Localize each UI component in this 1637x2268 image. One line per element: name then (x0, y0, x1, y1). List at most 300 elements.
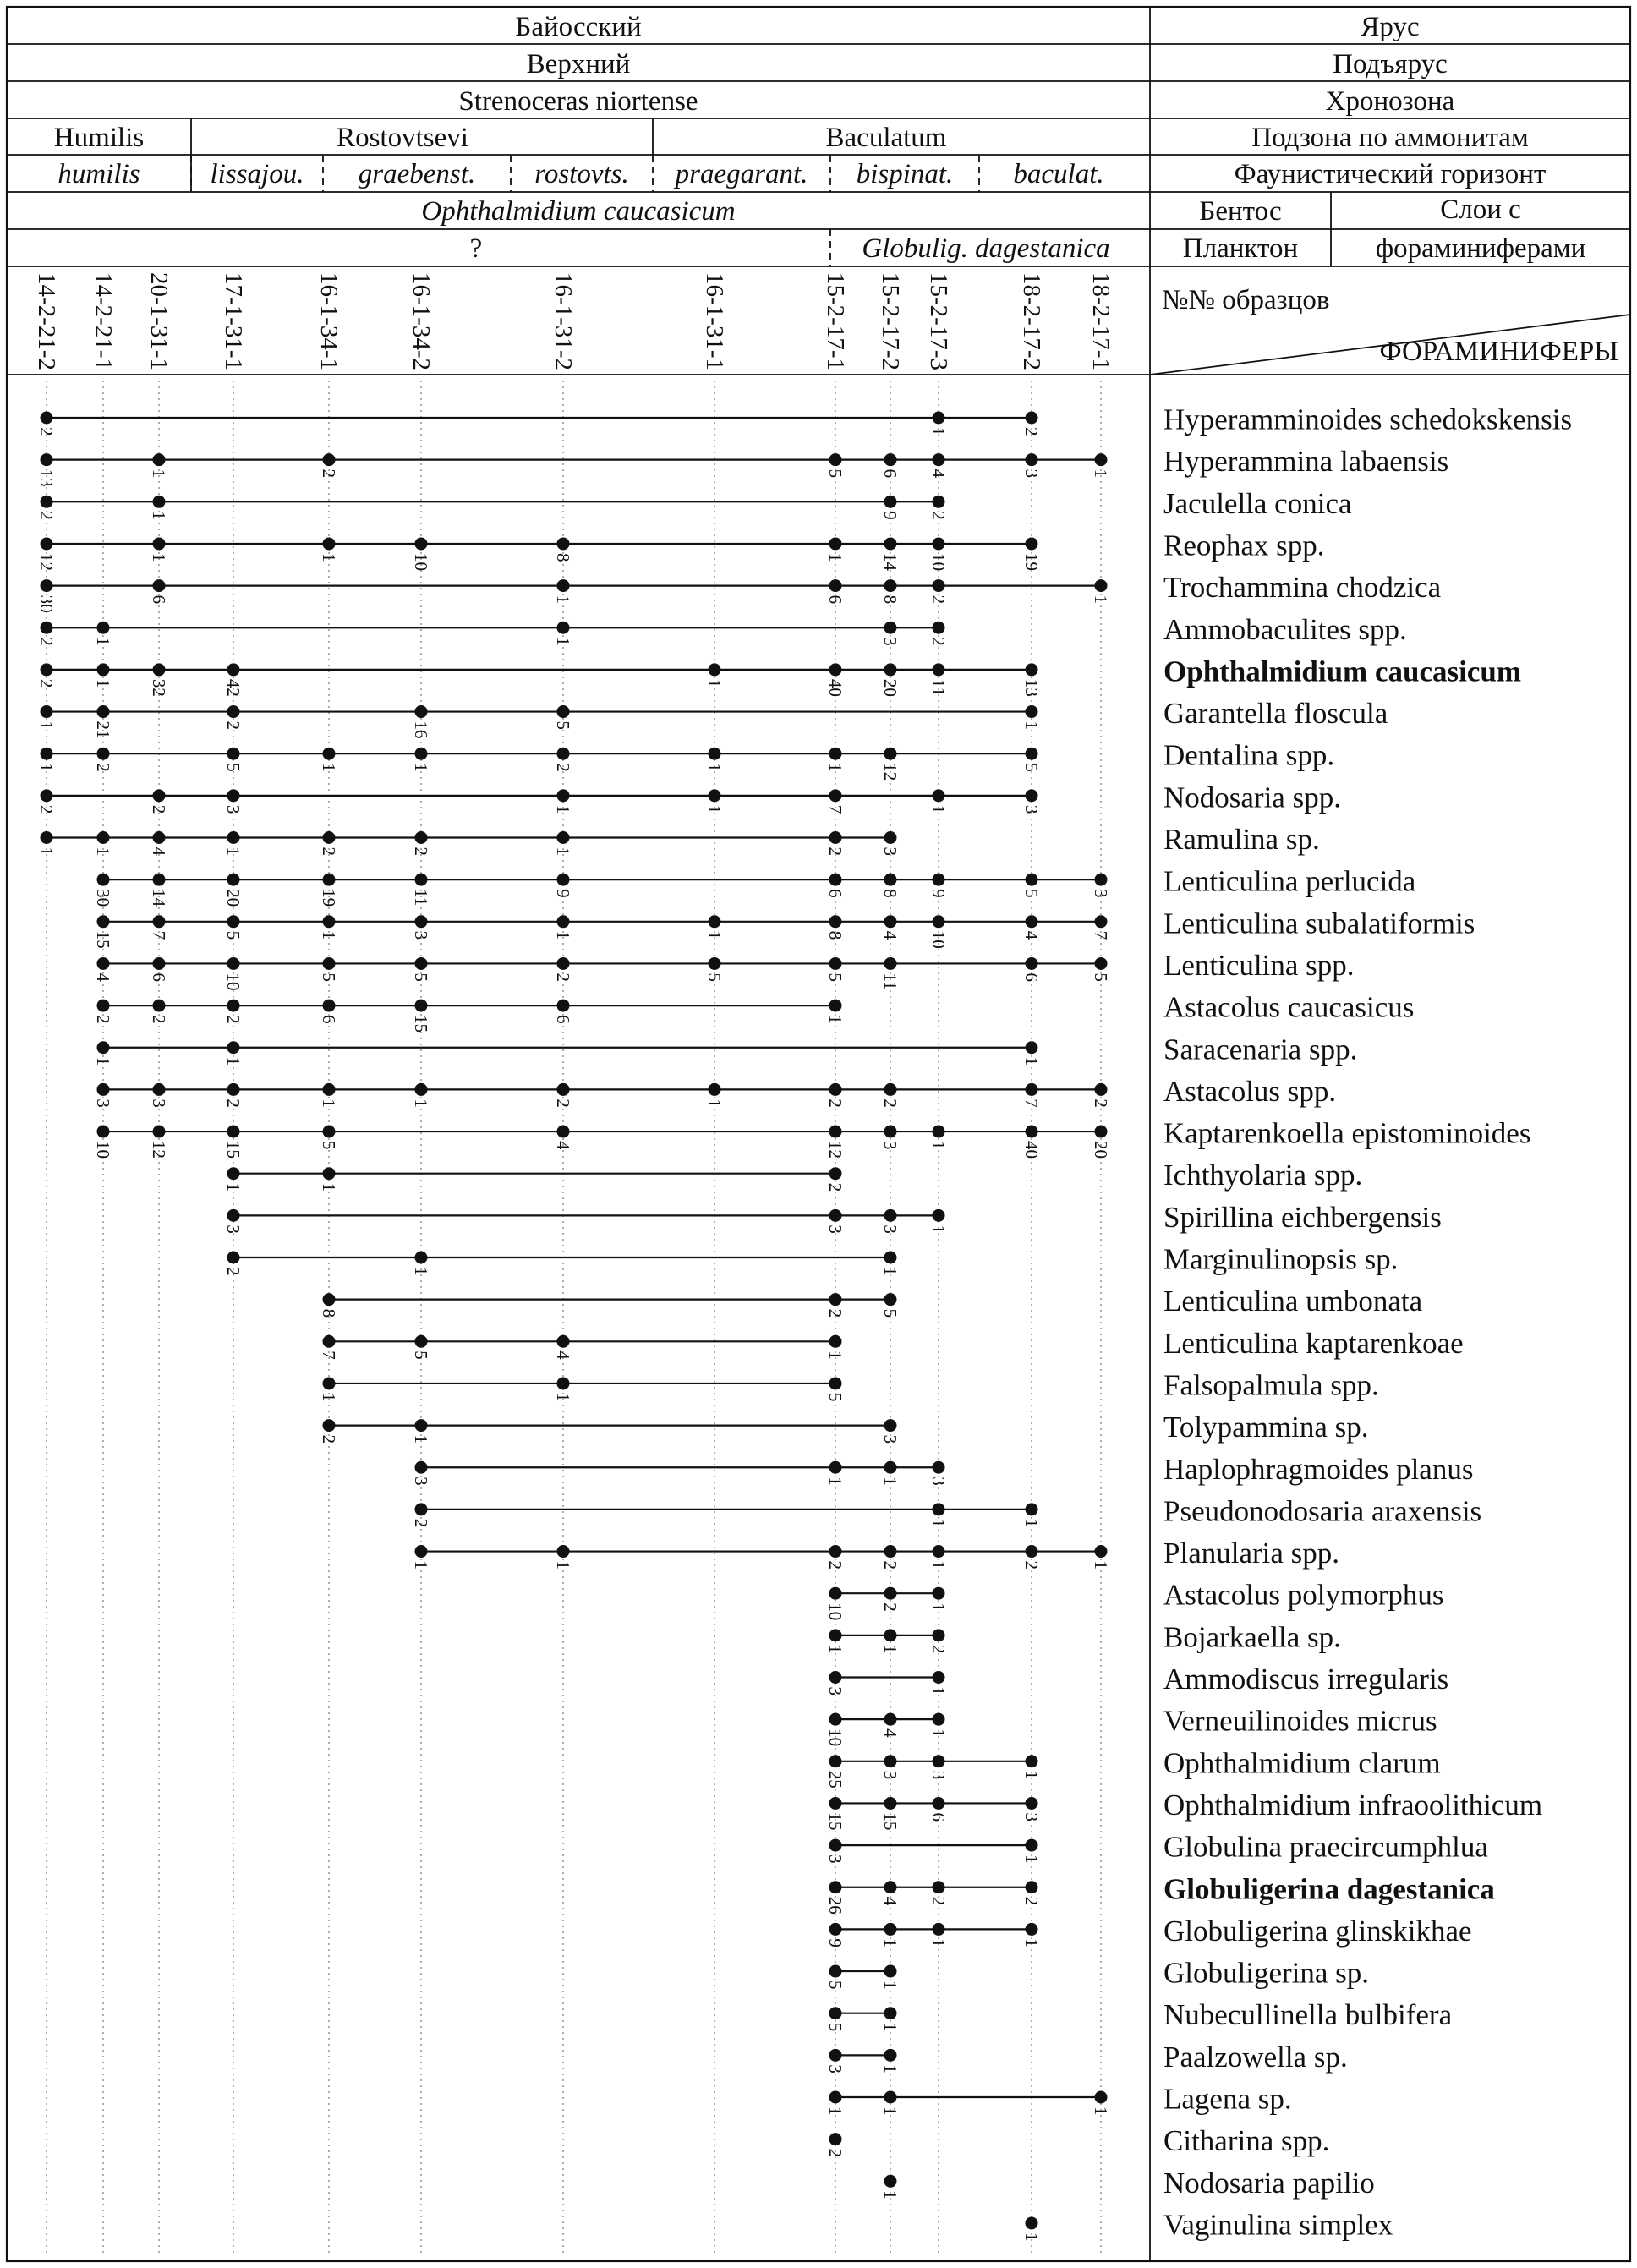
benthos-label: Ophthalmidium caucasicum (421, 196, 736, 227)
occurrence-dot (884, 537, 897, 550)
occurrence-dot (829, 874, 842, 886)
specimen-count: 1 (1021, 1854, 1042, 1864)
occurrence-dot (829, 1000, 842, 1012)
specimen-count: 5 (825, 972, 846, 982)
occurrence-dot (557, 1000, 570, 1012)
specimen-count: 2 (928, 637, 949, 646)
sample-labels (33, 272, 1114, 370)
specimen-count: 4 (880, 1728, 901, 1738)
occurrence-dot (97, 1126, 110, 1138)
species-name: Lenticulina perlucida (1163, 864, 1416, 898)
occurrence-dot (829, 1335, 842, 1348)
occurrence-dot (227, 705, 240, 718)
occurrence-dot (153, 537, 166, 550)
occurrence-dot (415, 705, 428, 718)
stage-label: Байосский (515, 12, 642, 42)
specimen-count: 42 (223, 678, 244, 697)
specimen-count: 1 (928, 804, 949, 814)
specimen-count: 10 (411, 552, 431, 571)
specimen-count: 2 (36, 804, 57, 814)
occurrence-dot (884, 1252, 897, 1264)
occurrence-dot (323, 1083, 336, 1096)
specimen-count: 2 (928, 511, 949, 520)
specimen-count: 1 (1091, 468, 1111, 479)
specimen-count: 2 (825, 1308, 846, 1318)
specimen-count: 2 (1021, 427, 1042, 436)
occurrence-dot (557, 957, 570, 970)
specimen-count: 9 (928, 889, 949, 898)
sample-label: 18-2-17-2 (1018, 272, 1045, 370)
specimen-count: 15 (880, 1812, 901, 1831)
occurrence-dot (153, 453, 166, 466)
occurrence-dot (829, 1209, 842, 1222)
species-range-row (36, 537, 1042, 571)
specimen-count: 3 (825, 1686, 846, 1696)
specimen-count: 2 (880, 1098, 901, 1108)
species-name: Nubecullinella bulbifera (1163, 1998, 1453, 2032)
occurrence-dot (829, 1755, 842, 1767)
specimen-count: 1 (928, 1141, 949, 1150)
specimen-count: 2 (825, 2148, 846, 2158)
occurrence-dot (829, 1377, 842, 1389)
horizon-graebenst: graebenst. (358, 159, 476, 189)
forams-layers-title-2: фораминиферами (1375, 233, 1586, 264)
species-name: Jaculella conica (1163, 486, 1352, 520)
occurrence-dot (1026, 1126, 1038, 1138)
sample-label: 15-2-17-2 (877, 272, 904, 370)
occurrence-dot (557, 831, 570, 844)
specimen-count: 1 (928, 1518, 949, 1528)
specimen-count: 11 (411, 889, 431, 907)
species-name: Globuligerina dagestanica (1163, 1872, 1495, 1906)
species-range-row (411, 1503, 1042, 1527)
occurrence-dot (884, 453, 897, 466)
occurrence-dot (415, 1461, 428, 1474)
specimen-count: 1 (928, 427, 949, 436)
occurrence-dot (97, 915, 110, 928)
specimen-count: 10 (825, 1728, 846, 1747)
specimen-count: 10 (825, 1602, 846, 1621)
specimen-count: 26 (825, 1896, 846, 1915)
occurrence-dot (1026, 915, 1038, 928)
occurrence-dot (884, 1797, 897, 1810)
sample-label: 16-1-34-2 (408, 272, 435, 370)
occurrence-dot (557, 874, 570, 886)
occurrence-dot (1026, 2216, 1038, 2229)
specimen-count: 1 (1091, 2106, 1111, 2116)
species-range-row (825, 1755, 1042, 1789)
specimen-count: 2 (825, 846, 846, 856)
occurrence-dot (884, 2049, 897, 2062)
species-name: Astacolus caucasicus (1163, 990, 1415, 1024)
specimen-count: 8 (880, 594, 901, 605)
specimen-count: 1 (825, 2106, 846, 2116)
specimen-count: 2 (928, 1644, 949, 1654)
specimen-count: 2 (1021, 1896, 1042, 1906)
species-range-row (825, 1881, 1042, 1915)
specimen-count: 3 (411, 930, 431, 940)
occurrence-dot (933, 1545, 945, 1558)
occurrence-dot (41, 748, 53, 760)
occurrence-dot (1026, 705, 1038, 718)
specimen-count: 1 (411, 1560, 431, 1570)
occurrence-dot (884, 579, 897, 592)
occurrence-dot (557, 1083, 570, 1096)
specimen-count: 9 (553, 889, 573, 898)
occurrence-dot (97, 1083, 110, 1096)
specimen-count: 2 (825, 1560, 846, 1570)
specimen-count: 1 (223, 1056, 244, 1066)
occurrence-dot (227, 1167, 240, 1180)
occurrence-dot (153, 1083, 166, 1096)
zone-baculatum: Baculatum (825, 123, 947, 153)
specimen-count: 30 (36, 594, 57, 613)
specimen-count: 1 (319, 763, 339, 772)
specimen-count: 13 (36, 468, 57, 487)
species-range-row (319, 1335, 846, 1361)
occurrence-dot (153, 957, 166, 970)
specimen-count: 1 (880, 2022, 901, 2032)
occurrence-dot (41, 663, 53, 676)
occurrence-dot (323, 1293, 336, 1306)
species-range-row (223, 1252, 901, 1276)
species-name: Paalzowella sp. (1163, 2040, 1348, 2074)
sample-label: 20-1-31-1 (145, 272, 172, 370)
occurrence-dot (227, 831, 240, 844)
specimen-count: 1 (880, 1267, 901, 1276)
occurrence-dot (884, 1126, 897, 1138)
specimen-count: 1 (553, 594, 573, 605)
specimen-count: 1 (319, 1392, 339, 1402)
occurrence-dot (1026, 1923, 1038, 1936)
specimen-count: 5 (825, 1980, 846, 1990)
occurrence-dot (884, 1713, 897, 1726)
species-name: Garantella floscula (1163, 697, 1388, 731)
specimen-count: 12 (880, 763, 901, 781)
occurrence-dot (1026, 1545, 1038, 1558)
occurrence-dot (1026, 453, 1038, 466)
occurrence-dot (829, 537, 842, 550)
occurrence-dot (323, 1126, 336, 1138)
specimen-count: 2 (36, 511, 57, 520)
occurrence-dot (829, 1545, 842, 1558)
specimen-count: 6 (553, 1015, 573, 1024)
species-name: Nodosaria papilio (1163, 2166, 1375, 2200)
specimen-count: 15 (223, 1141, 244, 1159)
occurrence-dot (1026, 748, 1038, 760)
species-name: Lenticulina kaptarenkoae (1163, 1326, 1464, 1360)
specimen-count: 3 (223, 804, 244, 814)
specimen-count: 10 (223, 972, 244, 991)
specimen-count: 6 (825, 889, 846, 898)
specimen-count: 5 (825, 1392, 846, 1402)
occurrence-dot (829, 1923, 842, 1936)
occurrence-dot (829, 1671, 842, 1684)
specimen-count: 2 (223, 1267, 244, 1276)
occurrence-dot (884, 2007, 897, 2019)
occurrence-dot (153, 831, 166, 844)
species-name: Lenticulina subalatiformis (1163, 907, 1475, 940)
occurrence-dot (323, 874, 336, 886)
specimen-count: 14 (880, 552, 901, 571)
specimen-count: 1 (825, 1476, 846, 1486)
benthos-title: Бентос (1199, 196, 1282, 227)
occurrence-dot (1026, 874, 1038, 886)
specimen-count: 1 (1021, 1770, 1042, 1780)
occurrence-dot (415, 1083, 428, 1096)
specimen-count: 5 (704, 972, 725, 982)
specimen-count: 3 (1021, 1812, 1042, 1822)
occurrence-dot (415, 1545, 428, 1558)
specimen-count: 11 (928, 678, 949, 697)
occurrence-dot (415, 537, 428, 550)
specimen-count: 2 (149, 1015, 169, 1024)
occurrence-dot (1026, 1839, 1038, 1852)
horizon-lissajou: lissajou. (210, 159, 304, 189)
species-range-row (319, 1377, 846, 1401)
species-name: Trochammina chodzica (1163, 571, 1442, 605)
occurrence-dot (884, 874, 897, 886)
occurrence-dot (227, 663, 240, 676)
species-name: Haplophragmoides planus (1163, 1452, 1474, 1486)
species-range-row (223, 1167, 846, 1192)
horizon-title: Фаунистический горизонт (1234, 159, 1547, 189)
occurrence-dot (415, 957, 428, 970)
occurrence-dot (323, 1377, 336, 1389)
occurrence-dot (227, 1252, 240, 1264)
species-name: Vaginulina simplex (1163, 2208, 1393, 2242)
specimen-count: 2 (1021, 1560, 1042, 1570)
species-range-row (825, 1797, 1042, 1831)
specimen-count: 1 (825, 763, 846, 772)
specimen-count: 3 (928, 1770, 949, 1780)
specimen-count: 3 (411, 1476, 431, 1486)
occurrence-dot (557, 789, 570, 802)
occurrence-dot (153, 579, 166, 592)
specimen-count: 1 (880, 2106, 901, 2116)
specimen-count: 5 (411, 1350, 431, 1360)
species-name: Astacolus spp. (1163, 1074, 1337, 1108)
species-range-row (36, 622, 949, 646)
occurrence-dot (829, 2133, 842, 2145)
occurrence-dot (153, 1000, 166, 1012)
specimen-count: 2 (880, 1560, 901, 1570)
specimen-count: 2 (93, 1015, 113, 1024)
specimen-count: 2 (553, 1098, 573, 1108)
occurrence-dot (1095, 1545, 1108, 1558)
occurrence-dot (557, 622, 570, 634)
occurrence-dot (323, 748, 336, 760)
occurrence-dot (884, 748, 897, 760)
specimen-count: 8 (319, 1308, 339, 1318)
occurrence-dot (415, 915, 428, 928)
specimen-count: 4 (880, 930, 901, 940)
specimen-count: 1 (825, 1015, 846, 1024)
occurrence-dot (97, 622, 110, 634)
specimen-count: 14 (149, 889, 169, 907)
occurrence-dot (1026, 1797, 1038, 1810)
specimen-count: 1 (553, 804, 573, 814)
species-range-row (36, 663, 1042, 697)
substage-label: Верхний (526, 49, 631, 79)
specimen-count: 1 (1021, 720, 1042, 731)
specimen-count: 1 (704, 1098, 725, 1108)
occurrence-dot (1026, 789, 1038, 802)
occurrence-dot (933, 1881, 945, 1893)
specimen-count: 7 (1091, 930, 1111, 940)
specimen-count: 3 (880, 1434, 901, 1444)
species-range-row (93, 915, 1111, 949)
species-name: Globuligerina sp. (1163, 1956, 1370, 1990)
specimen-count: 1 (36, 846, 57, 856)
species-range-row (880, 2175, 901, 2200)
sample-label: 16-1-34-1 (315, 272, 342, 370)
occurrence-dot (884, 1755, 897, 1767)
occurrence-dot (829, 957, 842, 970)
specimen-count: 15 (93, 930, 113, 949)
specimen-count: 1 (223, 846, 244, 856)
occurrence-dot (933, 1126, 945, 1138)
specimen-count: 3 (825, 1854, 846, 1864)
specimen-count: 1 (319, 1182, 339, 1192)
occurrence-dot (41, 496, 53, 508)
species-name: Bojarkaella sp. (1163, 1620, 1341, 1654)
specimen-count: 40 (1021, 1141, 1042, 1159)
species-name: Ichthyolaria spp. (1163, 1159, 1363, 1192)
occurrence-dot (1026, 957, 1038, 970)
specimen-count: 1 (553, 846, 573, 856)
specimen-count: 2 (553, 972, 573, 982)
occurrence-dot (415, 874, 428, 886)
chronozone-label: Strenoceras niortense (458, 86, 698, 117)
species-name: Ophthalmidium clarum (1163, 1746, 1441, 1780)
substage-title: Подъярус (1333, 49, 1448, 79)
specimen-count: 2 (223, 1098, 244, 1108)
specimen-count: 9 (880, 511, 901, 520)
specimen-count: 2 (928, 1896, 949, 1906)
species-list (1163, 403, 1572, 2242)
species-name: Dentalina spp. (1163, 738, 1335, 772)
species-name: Ramulina sp. (1163, 823, 1320, 856)
chronozone-title: Хронозона (1325, 86, 1455, 117)
plankton-unknown-label: ? (469, 233, 483, 264)
sample-label: 17-1-31-1 (220, 272, 247, 370)
occurrence-dot (933, 579, 945, 592)
specimen-count: 3 (880, 637, 901, 646)
specimen-count: 5 (1091, 972, 1111, 982)
occurrence-dot (829, 1797, 842, 1810)
occurrence-dot (884, 1293, 897, 1306)
occurrence-dot (415, 748, 428, 760)
specimen-count: 5 (880, 1308, 901, 1318)
occurrence-dot (227, 915, 240, 928)
specimen-count: 2 (149, 804, 169, 814)
species-range-row (1021, 2216, 1042, 2241)
specimen-count: 1 (1021, 2232, 1042, 2242)
horizon-rostovts: rostovts. (534, 159, 629, 189)
occurrence-dot (933, 663, 945, 676)
occurrence-dot (227, 1083, 240, 1096)
specimen-count: 6 (825, 594, 846, 605)
specimen-count: 4 (93, 972, 113, 982)
specimen-count: 1 (1091, 1560, 1111, 1570)
occurrence-dot (97, 957, 110, 970)
occurrence-dot (41, 831, 53, 844)
occurrence-dot (933, 496, 945, 508)
specimen-count: 3 (880, 1141, 901, 1150)
occurrence-dot (884, 622, 897, 634)
occurrence-dot (884, 915, 897, 928)
species-range-row (825, 1713, 949, 1746)
sample-label: 18-2-17-1 (1087, 272, 1114, 370)
specimen-count: 25 (825, 1770, 846, 1789)
occurrence-dot (557, 1126, 570, 1138)
samples-title: №№ образцов (1162, 285, 1330, 315)
occurrence-dot (153, 1126, 166, 1138)
species-range-row (825, 1923, 1042, 1948)
occurrence-dot (884, 1881, 897, 1893)
specimen-count: 2 (36, 637, 57, 646)
occurrence-dot (557, 537, 570, 550)
species-name: Ammobaculites spp. (1163, 612, 1407, 646)
species-range-row (825, 2049, 901, 2074)
specimen-count: 1 (553, 637, 573, 646)
occurrence-dot (1095, 453, 1108, 466)
specimen-count: 1 (93, 846, 113, 856)
specimen-count: 12 (825, 1141, 846, 1159)
occurrence-dot (41, 622, 53, 634)
species-name: Tolypammina sp. (1163, 1411, 1369, 1444)
specimen-count: 5 (1021, 889, 1042, 898)
specimen-count: 3 (93, 1098, 113, 1108)
occurrence-dot (41, 537, 53, 550)
occurrence-dot (323, 1335, 336, 1348)
occurrence-dot (829, 1167, 842, 1180)
specimen-count: 1 (319, 1098, 339, 1108)
specimen-count: 1 (149, 511, 169, 520)
occurrence-dot (323, 831, 336, 844)
occurrence-dot (933, 1503, 945, 1515)
species-range-row (93, 957, 1111, 991)
specimen-count: 1 (411, 763, 431, 772)
specimen-count: 1 (1021, 1518, 1042, 1528)
species-range-row (93, 874, 1111, 907)
sample-label: 16-1-31-2 (550, 272, 577, 370)
species-name: Pseudonodosaria araxensis (1163, 1494, 1482, 1528)
specimen-count: 12 (149, 1141, 169, 1159)
occurrence-dot (1026, 1083, 1038, 1096)
specimen-count: 1 (704, 763, 725, 772)
specimen-count: 32 (149, 678, 169, 697)
occurrence-dot (933, 412, 945, 425)
specimen-count: 1 (825, 1350, 846, 1360)
specimen-count: 20 (1091, 1141, 1111, 1159)
specimen-count: 8 (553, 552, 573, 562)
specimen-count: 8 (825, 930, 846, 940)
forams-layers-title: Слои с (1440, 194, 1521, 225)
occurrence-dot (933, 915, 945, 928)
occurrence-dot (829, 1965, 842, 1978)
stage-title: Ярус (1361, 12, 1420, 42)
specimen-count: 3 (825, 1224, 846, 1234)
species-name: Hyperamminoides schedokskensis (1163, 403, 1573, 436)
specimen-count: 8 (880, 889, 901, 898)
occurrence-dot (709, 957, 721, 970)
occurrence-dot (227, 1126, 240, 1138)
occurrence-dot (884, 831, 897, 844)
occurrence-dot (933, 789, 945, 802)
specimen-count: 1 (553, 930, 573, 940)
